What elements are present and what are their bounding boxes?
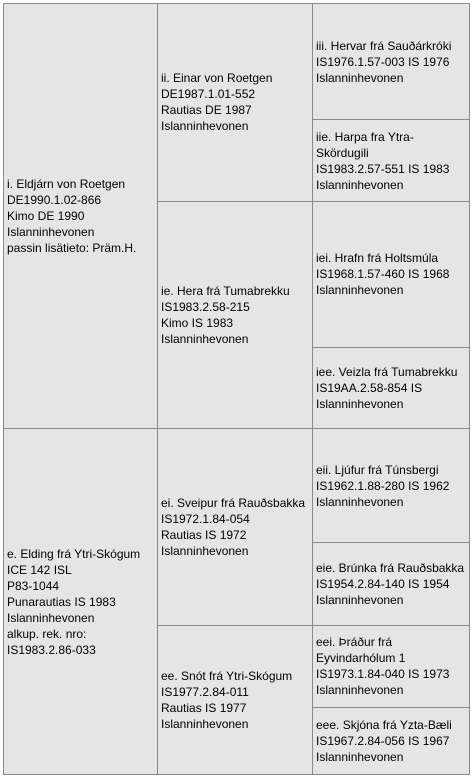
dam-sire-dam-cell xyxy=(313,543,470,626)
sire-dam-sire-cell xyxy=(313,201,470,347)
dam-dam-dam-cell xyxy=(313,707,470,774)
horse-detail: IS1976.1.57-003 IS 1976 xyxy=(316,54,450,69)
horse-detail: IS1983.2.57-551 IS 1983 xyxy=(316,161,450,176)
horse-detail: DE1990.1.02-866 xyxy=(7,193,102,208)
horse-detail: Islanninhevonen xyxy=(161,119,249,134)
horse-entry xyxy=(161,668,309,732)
maternal-grandsire-cell xyxy=(158,429,313,626)
sire-dam-dam-cell xyxy=(313,347,470,429)
horse-detail: Kimo IS 1983 xyxy=(161,316,234,331)
horse-entry xyxy=(316,364,466,412)
horse-detail: IS1983.2.58-215 xyxy=(161,300,250,315)
paternal-granddam-cell xyxy=(158,201,313,428)
horse-entry xyxy=(316,250,466,298)
horse-detail: IS1968.1.57-460 IS 1968 xyxy=(316,267,450,282)
horse-detail: Kimo DE 1990 xyxy=(7,209,85,224)
horse-entry xyxy=(161,495,309,559)
horse-name: ie. Hera frá Tumabrekku xyxy=(161,284,290,299)
dam-sire-sire-cell xyxy=(313,429,470,543)
horse-detail: Rautias IS 1972 xyxy=(161,528,247,543)
horse-detail: Islanninhevonen xyxy=(7,610,95,625)
horse-detail: Punarautias IS 1983 xyxy=(7,594,116,609)
horse-detail: Islanninhevonen xyxy=(316,749,404,764)
horse-detail: Islanninhevonen xyxy=(316,396,404,411)
horse-name: iei. Hrafn frá Holtsmúla xyxy=(316,251,439,266)
horse-name: iee. Veizla frá Tumabrekku xyxy=(316,364,458,379)
horse-detail: Rautias IS 1977 xyxy=(161,701,247,716)
maternal-granddam-cell xyxy=(158,626,313,775)
horse-name: ii. Einar von Roetgen xyxy=(161,71,273,86)
horse-detail: Rautias DE 1987 xyxy=(161,103,252,118)
pedigree-table xyxy=(3,3,470,775)
horse-detail: Islanninhevonen xyxy=(7,225,95,240)
horse-entry xyxy=(316,717,466,765)
horse-detail: ICE 142 ISL xyxy=(7,562,72,577)
horse-entry xyxy=(316,38,466,86)
horse-detail: Islanninhevonen xyxy=(316,283,404,298)
horse-detail: Islanninhevonen xyxy=(161,717,249,732)
horse-detail: IS1954.2.84-140 IS 1954 xyxy=(316,577,450,592)
horse-entry xyxy=(316,634,466,698)
horse-name: ee. Snót frá Ytri-Skógum xyxy=(161,669,293,684)
horse-detail: Islanninhevonen xyxy=(316,177,404,192)
horse-detail: IS19AA.2.58-854 IS xyxy=(316,380,423,395)
horse-detail: IS1962.1.88-280 IS 1962 xyxy=(316,478,450,493)
dam-cell xyxy=(4,429,158,775)
horse-detail: Islanninhevonen xyxy=(316,494,404,509)
sire-sire-dam-cell xyxy=(313,120,470,202)
horse-name: iie. Harpa fra Ytra-Skördugili xyxy=(316,129,414,160)
horse-detail: IS1967.2.84-056 IS 1967 xyxy=(316,733,450,748)
horse-detail: Islanninhevonen xyxy=(316,70,404,85)
horse-entry xyxy=(7,546,154,658)
horse-name: i. Eldjárn von Roetgen xyxy=(7,177,126,192)
horse-name: eei. Þráður frá Eyvindarhólum 1 xyxy=(316,635,406,666)
horse-name: eii. Ljúfur frá Túnsbergi xyxy=(316,462,439,477)
horse-name: iii. Hervar frá Sauðárkróki xyxy=(316,38,452,53)
sire-cell xyxy=(4,4,158,429)
horse-name: ei. Sveipur frá Rauðsbakka xyxy=(161,496,306,511)
sire-sire-sire-cell xyxy=(313,4,470,120)
horse-entry xyxy=(7,176,154,256)
horse-name: e. Elding frá Ytri-Skógum xyxy=(7,546,141,561)
horse-detail: Islanninhevonen xyxy=(161,544,249,559)
horse-detail: Islanninhevonen xyxy=(161,332,249,347)
horse-detail: passin lisätieto: Präm.H. xyxy=(7,241,137,256)
horse-name: eee. Skjóna frá Yzta-Bæli xyxy=(316,717,452,732)
horse-entry xyxy=(316,462,466,510)
horse-entry xyxy=(161,283,309,347)
horse-name: eie. Brúnka frá Rauðsbakka xyxy=(316,561,465,576)
horse-detail: P83-1044 xyxy=(7,578,60,593)
horse-detail: alkup. rek. nro: IS1983.2.86-033 xyxy=(7,626,96,657)
dam-dam-sire-cell xyxy=(313,626,470,708)
horse-entry xyxy=(316,560,466,608)
horse-detail: Islanninhevonen xyxy=(316,683,404,698)
horse-entry xyxy=(316,129,466,193)
horse-detail: IS1977.2.84-011 xyxy=(161,685,249,700)
horse-entry xyxy=(161,70,309,134)
paternal-grandsire-cell xyxy=(158,4,313,202)
horse-detail: DE1987.1.01-552 xyxy=(161,87,256,102)
horse-detail: Islanninhevonen xyxy=(316,593,404,608)
horse-detail: IS1972.1.84-054 xyxy=(161,512,250,527)
horse-detail: IS1973.1.84-040 IS 1973 xyxy=(316,667,450,682)
